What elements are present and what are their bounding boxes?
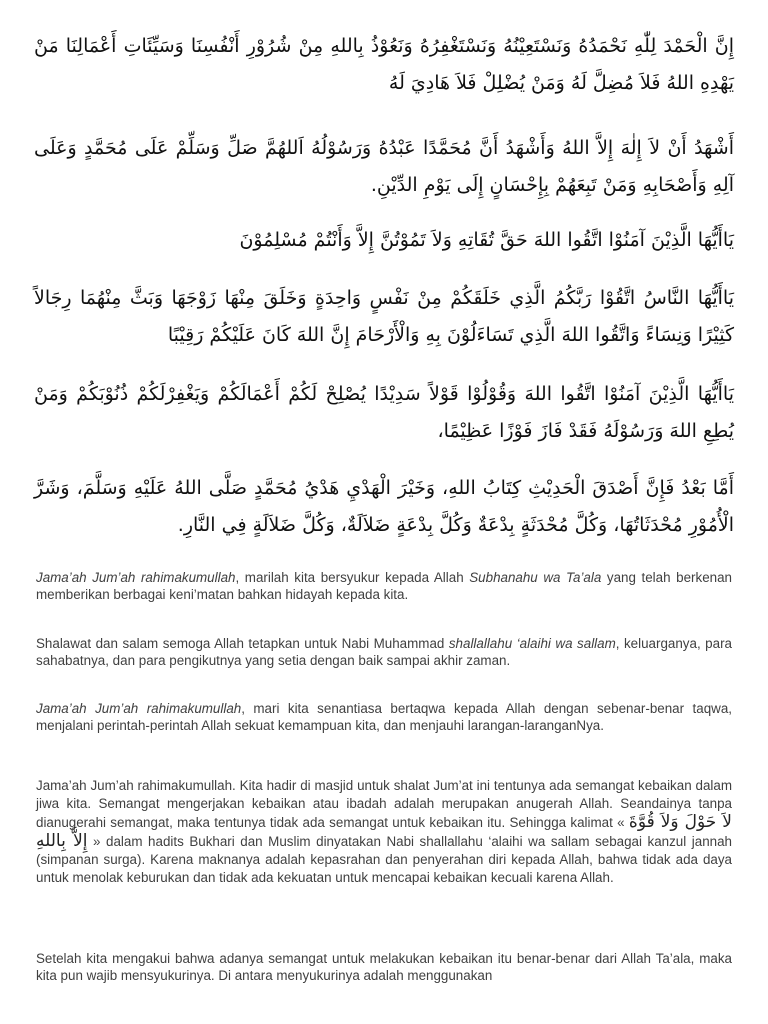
- arabic-opening-praise: إِنَّ الْحَمْدَ لِلّٰهِ نَحْمَدُهُ وَنَسْتَعِيْنُهُ وَنَسْتَغْفِرُهُ وَنَعُوْذُ بِاللهِ مِنْ شُرُوْرِ أَنْفُسِنَا وَسَيِّئَاتِ أَعْمَالِنَا مَنْ يَهْدِهِ اللهُ فَلاَ مُضِلَّ لَهُ وَمَنْ يُضْلِلْ فَلاَ هَادِيَ لَهُ: [34, 35, 734, 94]
- arabic-verse-ali-imran: يَاأَيُّهَا الَّذِيْنَ آمَنُوْا اتَّقُوا اللهَ حَقَّ تُقَاتِهِ وَلاَ تَمُوْتُنَّ إِلاَّ وَأَنْتُمْ مُسْلِمُوْنَ: [239, 229, 734, 251]
- paragraph-syukur: Setelah kita mengakui bahwa adanya semangat untuk melakukan kebaikan itu benar-benar dari Allah Ta’ala, maka kita pun wajib mensyukurinya. Di antara menyukurinya adalah menggunakan: [36, 951, 732, 983]
- italic-phrase: Jama’ah Jum’ah rahimakumullah: [36, 570, 236, 585]
- text-run: Jama’ah Jum’ah rahimakumullah. Kita hadir di masjid untuk shalat Jum’at ini tentunya ada semangat kebaikan dalam jiwa kita. Semangat mengerjakan kebaikan atau ibadah adalah merupakan anugerah Allah. Seandainya tanpa dianugerahi semangat, maka tentunya tidak ada semangat untuk kebaikan itu. Sehingga kalimat «: [36, 778, 732, 830]
- text-run: , keluarganya, para sahabatnya, dan para pengikutnya yang setia dengan baik sampai akhir zaman.: [36, 636, 732, 668]
- italic-phrase: Subhanahu wa Ta’ala: [469, 570, 602, 585]
- text-run: » dalam hadits Bukhari dan Muslim dinyatakan Nabi shallallahu ‘alaihi wa sallam sebagai kanzul jannah (simpanan surga). Karena maknanya adalah kepasrahan dan penyerahan diri kepada Allah, bahwa tidak ada daya untuk menolak keburukan dan tidak ada kekuatan untuk mencapai kebaikan kecuali karena Allah.: [36, 834, 732, 885]
- arabic-shahada-salawat: أَشْهَدُ أَنْ لاَ إِلٰهَ إِلاَّ اللهُ وَأَشْهَدُ أَنَّ مُحَمَّدًا عَبْدُهُ وَرَسُوْلُهُ اَللهُمَّ صَلِّ وَسَلِّمْ عَلَى مُحَمَّدٍ وَعَلَى آلِهِ وَأَصْحَابِهِ وَمَنْ تَبِعَهُمْ بِإِحْسَانٍ إِلَى يَوْمِ الدِّيْنِ.: [34, 137, 734, 196]
- italic-phrase: shallallahu ‘alaihi wa sallam: [448, 636, 616, 651]
- text-run: Shalawat dan salam semoga Allah tetapkan untuk Nabi Muhammad: [36, 636, 449, 651]
- italic-phrase: Jama’ah Jum’ah rahimakumullah: [36, 701, 242, 716]
- paragraph-taqwa: [36, 700, 732, 734]
- paragraph-semangat: [36, 777, 732, 887]
- paragraph-salawat: [36, 635, 732, 669]
- text-run: , mari kita senantiasa bertaqwa kepada Allah dengan sebenar-benar taqwa, menjalani perintah-perintah Allah sekuat kemampuan kita, dan menjauhi larangan-laranganNya.: [36, 701, 732, 733]
- inline-arabic-hawqala: لاَ حَوْلَ وَلاَ قُوَّةَ إِلاَّ بِاللهِ: [36, 812, 732, 851]
- arabic-verse-an-nisa: يَاأَيُّهَا النَّاسُ اتَّقُوْا رَبَّكُمُ الَّذِي خَلَقَكُمْ مِنْ نَفْسٍ وَاحِدَةٍ وَخَلَقَ مِنْهَا زَوْجَهَا وَبَثَّ مِنْهُمَا رِجَالاً كَثِيْرًا وَنِسَاءً وَاتَّقُوا اللهَ الَّذِي تَسَاءَلُوْنَ بِهِ وَالْأَرْحَامَ إِنَّ اللهَ كَانَ عَلَيْكُمْ رَقِيْبًا: [34, 287, 734, 346]
- arabic-verse-al-ahzab: يَاأَيُّهَا الَّذِيْنَ آمَنُوْا اتَّقُوا اللهَ وَقُوْلُوْا قَوْلاً سَدِيْدًا يُصْلِحْ لَكُمْ أَعْمَالَكُمْ وَيَغْفِرْلَكُمْ ذُنُوْبَكُمْ وَمَنْ يُطِعِ اللهَ وَرَسُوْلَهُ فَقَدْ فَازَ فَوْزًا عَظِيْمًا،: [34, 383, 734, 442]
- arabic-amma-badu: أَمَّا بَعْدُ فَإِنَّ أَصْدَقَ الْحَدِيْثِ كِتَابُ اللهِ، وَخَيْرَ الْهَدْيِ هَدْيُ مُحَمَّدٍ صَلَّى اللهُ عَلَيْهِ وَسَلَّمَ، وَشَرَّ الْأُمُوْرِ مُحْدَثَاتُهَا، وَكُلَّ مُحْدَثَةٍ بِدْعَةٌ وَكُلَّ بِدْعَةٍ ضَلاَلَةٌ، وَكُلَّ ضَلاَلَةٍ فِي النَّارِ.: [34, 477, 734, 536]
- text-run: , marilah kita bersyukur kepada Allah: [235, 570, 470, 585]
- text-run: yang telah berkenan memberikan berbagai keni’matan bahkan hidayah kepada kita.: [36, 570, 732, 602]
- paragraph-gratitude: [36, 569, 732, 603]
